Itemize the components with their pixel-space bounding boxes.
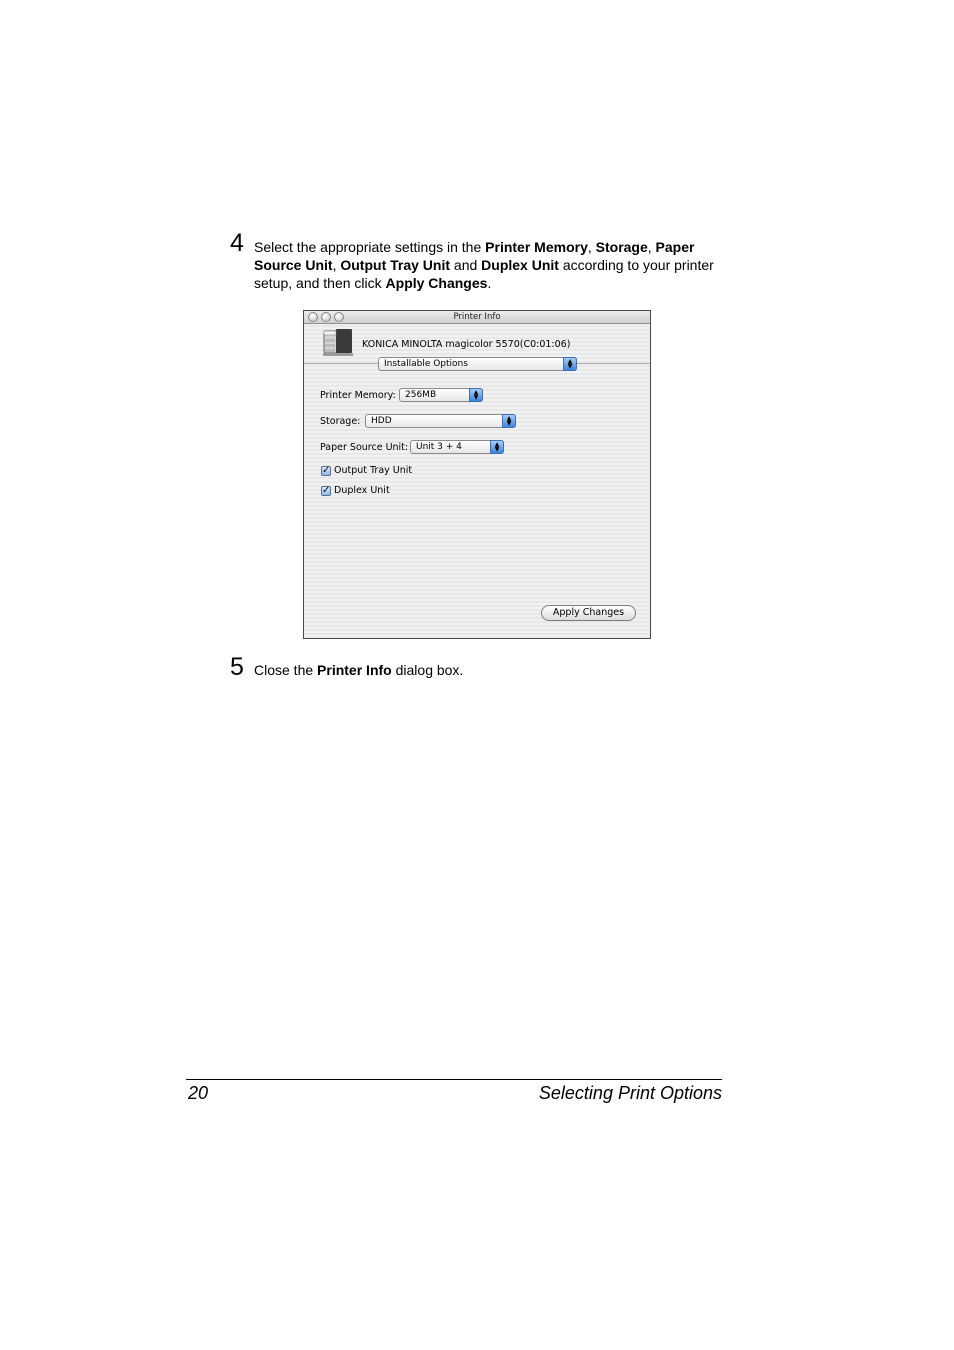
step-4-term-output-tray-unit: Output Tray Unit: [340, 257, 451, 273]
output-tray-unit-checkbox[interactable]: [321, 466, 331, 476]
printer-model-name: KONICA MINOLTA magicolor 5570(C0:01:06): [362, 339, 571, 350]
step-4-term-paper-source-unit: Paper Source Unit: [254, 239, 695, 273]
paper-source-unit-value: Unit 3 + 4: [416, 442, 462, 452]
step-4-text-3: ,: [647, 239, 656, 255]
printer-memory-label: Printer Memory:: [320, 390, 396, 401]
printer-memory-popup[interactable]: [399, 388, 483, 402]
step-4-number: 4: [230, 229, 244, 257]
duplex-unit-label: Duplex Unit: [334, 485, 390, 496]
storage-value: HDD: [371, 416, 392, 426]
step-4-text-2: ,: [587, 239, 596, 255]
checkmark-icon: ✓: [322, 485, 331, 496]
step-5-instruction: [254, 661, 724, 679]
storage-label: Storage:: [320, 416, 361, 427]
paper-source-unit-popup[interactable]: [410, 440, 504, 454]
options-section-value: Installable Options: [384, 359, 468, 369]
storage-popup[interactable]: [365, 414, 516, 428]
step-4-term-storage: Storage: [595, 239, 648, 255]
step-4-text-6: according to your printer setup, and then click: [254, 257, 714, 291]
step-5-term-printer-info: Printer Info: [317, 662, 392, 678]
footer-rule: [186, 1079, 722, 1080]
step-4-text-7: .: [487, 275, 492, 291]
step-4-term-duplex-unit: Duplex Unit: [481, 257, 559, 273]
popup-arrows-icon: ▲ ▼: [563, 357, 577, 371]
printer-memory-value: 256MB: [405, 390, 437, 400]
step-4-text-5: and: [450, 257, 482, 273]
step-4-term-printer-memory: Printer Memory: [485, 239, 588, 255]
step-5-number: 5: [230, 653, 244, 681]
window-titlebar: [304, 311, 650, 324]
popup-arrows-icon: ▲ ▼: [469, 388, 483, 402]
options-section-popup[interactable]: [378, 357, 577, 371]
popup-arrows-icon: ▲ ▼: [490, 440, 504, 454]
printer-icon: [320, 326, 356, 358]
step-5-text-2: dialog box.: [391, 662, 464, 678]
footer-section-title: Selecting Print Options: [538, 1083, 722, 1103]
apply-changes-button[interactable]: Apply Changes: [541, 605, 636, 621]
printer-info-dialog: [303, 310, 651, 639]
duplex-unit-checkbox[interactable]: [321, 486, 331, 496]
popup-arrows-icon: ▲ ▼: [502, 414, 516, 428]
step-4-text-1: Select the appropriate settings in the: [254, 239, 486, 255]
output-tray-unit-label: Output Tray Unit: [334, 465, 413, 476]
page-number: 20: [188, 1083, 209, 1103]
step-4-term-apply-changes: Apply Changes: [385, 275, 488, 291]
step-5-text-1: Close the: [254, 662, 318, 678]
paper-source-unit-label: Paper Source Unit:: [320, 442, 409, 453]
step-4-instruction: [254, 238, 724, 292]
window-title: Printer Info: [453, 312, 501, 322]
step-4-text-4: ,: [332, 257, 341, 273]
checkmark-icon: ✓: [322, 465, 331, 476]
